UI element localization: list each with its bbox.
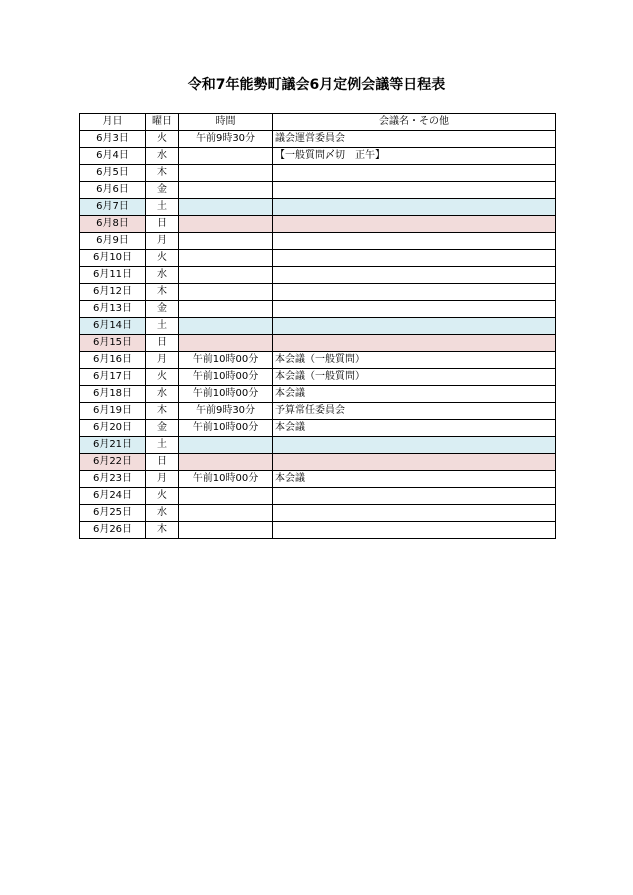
- table-row: [80, 454, 556, 471]
- row-day-of-week-cell: 月: [146, 471, 179, 488]
- table-row: [80, 199, 556, 216]
- table-row: [80, 369, 556, 386]
- table-row: [80, 403, 556, 420]
- header-date: 月日: [80, 114, 146, 131]
- row-date-cell: 6月22日: [80, 454, 146, 471]
- row-time-cell: [179, 216, 273, 233]
- table-row: [80, 335, 556, 352]
- schedule-body: [80, 131, 556, 539]
- row-time-cell: [179, 199, 273, 216]
- row-meeting-name-cell: [273, 522, 556, 539]
- row-meeting-name-cell: [273, 454, 556, 471]
- row-time-cell: [179, 454, 273, 471]
- table-row: [80, 437, 556, 454]
- row-time-cell: 午前10時00分: [179, 471, 273, 488]
- row-time-cell: [179, 165, 273, 182]
- row-meeting-name-cell: [273, 182, 556, 199]
- row-time-cell: 午前10時00分: [179, 352, 273, 369]
- table-row: [80, 352, 556, 369]
- row-time-cell: [179, 182, 273, 199]
- row-time-cell: [179, 505, 273, 522]
- row-meeting-name-cell: 本会議（一般質問）: [273, 369, 556, 386]
- row-meeting-name-cell: 本会議（一般質問）: [273, 352, 556, 369]
- row-meeting-name-cell: [273, 301, 556, 318]
- table-row: [80, 488, 556, 505]
- row-day-of-week-cell: 火: [146, 488, 179, 505]
- row-time-cell: [179, 250, 273, 267]
- table-row: [80, 301, 556, 318]
- row-meeting-name-cell: [273, 233, 556, 250]
- row-time-cell: [179, 284, 273, 301]
- row-date-cell: 6月10日: [80, 250, 146, 267]
- row-day-of-week-cell: 日: [146, 454, 179, 471]
- table-row: [80, 233, 556, 250]
- table-row: [80, 522, 556, 539]
- row-time-cell: [179, 437, 273, 454]
- row-date-cell: 6月11日: [80, 267, 146, 284]
- row-day-of-week-cell: 土: [146, 318, 179, 335]
- row-date-cell: 6月3日: [80, 131, 146, 148]
- row-meeting-name-cell: 予算常任委員会: [273, 403, 556, 420]
- row-meeting-name-cell: [273, 488, 556, 505]
- row-day-of-week-cell: 月: [146, 352, 179, 369]
- row-meeting-name-cell: [273, 505, 556, 522]
- row-date-cell: 6月5日: [80, 165, 146, 182]
- header-time: 時間: [179, 114, 273, 131]
- row-date-cell: 6月14日: [80, 318, 146, 335]
- row-meeting-name-cell: [273, 284, 556, 301]
- table-row: [80, 471, 556, 488]
- row-date-cell: 6月25日: [80, 505, 146, 522]
- row-meeting-name-cell: [273, 250, 556, 267]
- row-day-of-week-cell: 土: [146, 437, 179, 454]
- table-row: [80, 284, 556, 301]
- row-time-cell: [179, 318, 273, 335]
- header-meeting-name: 会議名・その他: [273, 114, 556, 131]
- table-row: [80, 318, 556, 335]
- row-day-of-week-cell: 日: [146, 335, 179, 352]
- schedule-table: [79, 113, 556, 539]
- row-time-cell: 午前10時00分: [179, 420, 273, 437]
- row-day-of-week-cell: 水: [146, 267, 179, 284]
- row-day-of-week-cell: 水: [146, 148, 179, 165]
- row-date-cell: 6月26日: [80, 522, 146, 539]
- row-meeting-name-cell: 【一般質問〆切 正午】: [273, 148, 556, 165]
- table-row: [80, 182, 556, 199]
- row-day-of-week-cell: 火: [146, 250, 179, 267]
- row-date-cell: 6月20日: [80, 420, 146, 437]
- page-title: 令和7年能勢町議会6月定例会議等日程表: [187, 77, 446, 93]
- row-date-cell: 6月13日: [80, 301, 146, 318]
- row-meeting-name-cell: 本会議: [273, 471, 556, 488]
- table-row: [80, 267, 556, 284]
- row-day-of-week-cell: 土: [146, 199, 179, 216]
- row-meeting-name-cell: [273, 437, 556, 454]
- row-date-cell: 6月17日: [80, 369, 146, 386]
- row-time-cell: [179, 488, 273, 505]
- table-row: [80, 420, 556, 437]
- row-day-of-week-cell: 金: [146, 301, 179, 318]
- table-row: [80, 131, 556, 148]
- row-time-cell: 午前9時30分: [179, 131, 273, 148]
- row-meeting-name-cell: [273, 267, 556, 284]
- row-time-cell: [179, 267, 273, 284]
- row-date-cell: 6月8日: [80, 216, 146, 233]
- table-row: [80, 216, 556, 233]
- row-time-cell: 午前10時00分: [179, 386, 273, 403]
- row-date-cell: 6月24日: [80, 488, 146, 505]
- row-date-cell: 6月18日: [80, 386, 146, 403]
- row-day-of-week-cell: 木: [146, 403, 179, 420]
- row-meeting-name-cell: [273, 165, 556, 182]
- row-date-cell: 6月15日: [80, 335, 146, 352]
- row-time-cell: [179, 335, 273, 352]
- row-date-cell: 6月12日: [80, 284, 146, 301]
- table-row: [80, 148, 556, 165]
- row-date-cell: 6月21日: [80, 437, 146, 454]
- row-date-cell: 6月7日: [80, 199, 146, 216]
- header-row: [80, 114, 556, 131]
- row-meeting-name-cell: 議会運営委員会: [273, 131, 556, 148]
- row-day-of-week-cell: 金: [146, 182, 179, 199]
- row-meeting-name-cell: [273, 216, 556, 233]
- row-meeting-name-cell: 本会議: [273, 386, 556, 403]
- row-time-cell: 午前9時30分: [179, 403, 273, 420]
- row-time-cell: 午前10時00分: [179, 369, 273, 386]
- row-date-cell: 6月19日: [80, 403, 146, 420]
- row-meeting-name-cell: [273, 318, 556, 335]
- row-day-of-week-cell: 水: [146, 505, 179, 522]
- row-day-of-week-cell: 木: [146, 522, 179, 539]
- row-day-of-week-cell: 金: [146, 420, 179, 437]
- header-day-of-week: 曜日: [146, 114, 179, 131]
- row-day-of-week-cell: 木: [146, 165, 179, 182]
- row-meeting-name-cell: 本会議: [273, 420, 556, 437]
- table-row: [80, 250, 556, 267]
- row-date-cell: 6月23日: [80, 471, 146, 488]
- row-date-cell: 6月6日: [80, 182, 146, 199]
- row-day-of-week-cell: 木: [146, 284, 179, 301]
- table-row: [80, 386, 556, 403]
- row-time-cell: [179, 148, 273, 165]
- row-time-cell: [179, 522, 273, 539]
- row-date-cell: 6月4日: [80, 148, 146, 165]
- row-date-cell: 6月16日: [80, 352, 146, 369]
- row-date-cell: 6月9日: [80, 233, 146, 250]
- table-row: [80, 505, 556, 522]
- row-day-of-week-cell: 日: [146, 216, 179, 233]
- table-row: [80, 165, 556, 182]
- row-day-of-week-cell: 火: [146, 131, 179, 148]
- row-meeting-name-cell: [273, 199, 556, 216]
- row-time-cell: [179, 301, 273, 318]
- row-day-of-week-cell: 火: [146, 369, 179, 386]
- row-day-of-week-cell: 月: [146, 233, 179, 250]
- row-time-cell: [179, 233, 273, 250]
- row-day-of-week-cell: 水: [146, 386, 179, 403]
- row-meeting-name-cell: [273, 335, 556, 352]
